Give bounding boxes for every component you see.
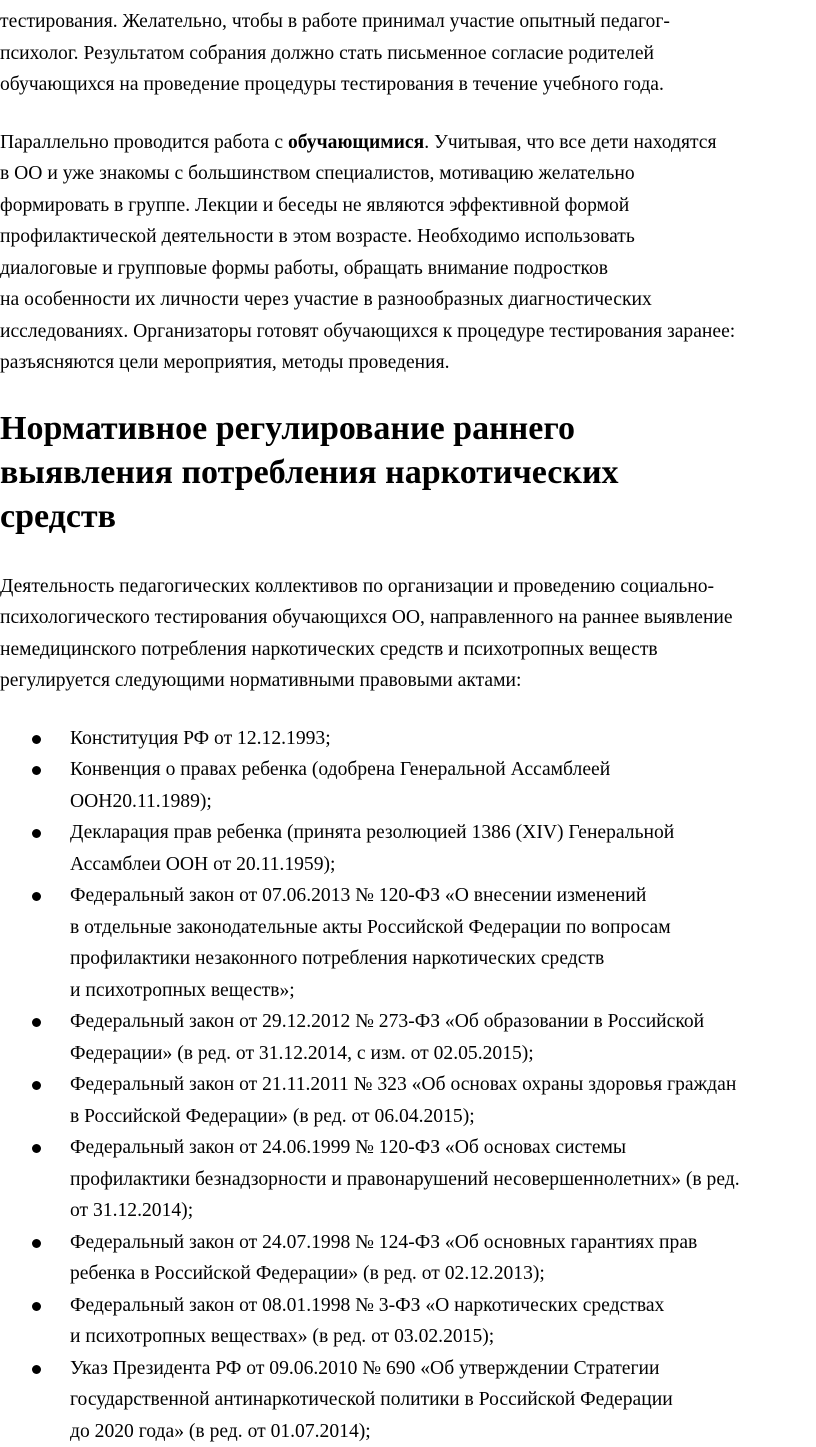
list-item	[0, 1006, 816, 1069]
text-line: разъясняются цели мероприятия, методы проведения.	[0, 347, 816, 379]
text-line: Ассамблеи ООН от 20.11.1959);	[70, 849, 816, 881]
bullet-icon	[32, 892, 41, 901]
text-line: формировать в группе. Лекции и беседы не являются эффективной формой	[0, 190, 816, 222]
text-line: и психотропных веществах» (в ред. от 03.02.2015);	[70, 1321, 816, 1353]
heading-line: Нормативное регулирование раннего	[0, 407, 816, 451]
bullet-icon	[32, 1239, 41, 1248]
text-line: Федеральный закон от 21.11.2011 № 323 «Об основах охраны здоровья граждан	[70, 1069, 816, 1101]
text-line: Федеральный закон от 24.06.1999 № 120-ФЗ «Об основах системы	[70, 1132, 816, 1164]
list-item	[0, 1069, 816, 1132]
text-line: и психотропных веществ»;	[70, 975, 816, 1007]
text-line: на особенности их личности через участие в разнообразных диагностических	[0, 284, 816, 316]
text-line: психолог. Результатом собрания должно стать письменное согласие родителей	[0, 38, 816, 70]
text-line: Декларация прав ребенка (принята резолюцией 1386 (XIV) Генеральной	[70, 817, 816, 849]
list-item	[0, 817, 816, 880]
paragraph-work-with-students	[0, 127, 816, 379]
text-line: профилактической деятельности в этом возрасте. Необходимо использовать	[0, 221, 816, 253]
text-line: до 2020 года» (в ред. от 01.07.2014);	[70, 1416, 816, 1447]
bullet-icon	[32, 1365, 41, 1374]
bullet-icon	[32, 1081, 41, 1090]
text-line: ООН20.11.1989);	[70, 786, 816, 818]
text-line: Федерации» (в ред. от 31.12.2014, с изм. от 02.05.2015);	[70, 1038, 816, 1070]
text-line	[0, 127, 816, 159]
list-item	[0, 1132, 816, 1227]
text-line: в отдельные законодательные акты Российской Федерации по вопросам	[70, 912, 816, 944]
legal-acts-list	[0, 723, 816, 1447]
text-line: в Российской Федерации» (в ред. от 06.04.2015);	[70, 1101, 816, 1133]
text-line: Федеральный закон от 24.07.1998 № 124-ФЗ «Об основных гарантиях прав	[70, 1227, 816, 1259]
text-line: Федеральный закон от 08.01.1998 № 3-ФЗ «О наркотических средствах	[70, 1290, 816, 1322]
text-line: диалоговые и групповые формы работы, обращать внимание подростков	[0, 253, 816, 285]
text-line: профилактики незаконного потребления наркотических средств	[70, 943, 816, 975]
heading-line: выявления потребления наркотических	[0, 451, 816, 495]
bullet-icon	[32, 1144, 41, 1153]
bullet-icon	[32, 1018, 41, 1027]
heading-line: средств	[0, 495, 816, 539]
list-item	[0, 1353, 816, 1447]
text-line: регулируется следующими нормативными правовыми актами:	[0, 665, 816, 697]
text-line: психологического тестирования обучающихся ОО, направленного на раннее выявление	[0, 602, 816, 634]
text-line: Указ Президента РФ от 09.06.2010 № 690 «Об утверждении Стратегии	[70, 1353, 816, 1385]
list-item	[0, 723, 816, 755]
text-line: Федеральный закон от 07.06.2013 № 120-ФЗ «О внесении изменений	[70, 880, 816, 912]
text-line: немедицинского потребления наркотических средств и психотропных веществ	[0, 634, 816, 666]
text-line: ребенка в Российской Федерации» (в ред. от 02.12.2013);	[70, 1258, 816, 1290]
bullet-icon	[32, 735, 41, 744]
paragraph-parent-consent	[0, 6, 816, 101]
text-line: в ОО и уже знакомы с большинством специалистов, мотивацию желательно	[0, 158, 816, 190]
text-line: профилактики безнадзорности и правонарушений несовершеннолетних» (в ред.	[70, 1164, 816, 1196]
list-item	[0, 1290, 816, 1353]
text-line: Конвенция о правах ребенка (одобрена Генеральной Ассамблеей	[70, 754, 816, 786]
bullet-icon	[32, 766, 41, 775]
text-line: Федеральный закон от 29.12.2012 № 273-ФЗ «Об образовании в Российской	[70, 1006, 816, 1038]
text-line: от 31.12.2014);	[70, 1195, 816, 1227]
text-line: Конституция РФ от 12.12.1993;	[70, 723, 816, 755]
section-heading	[0, 407, 816, 539]
text-line: тестирования. Желательно, чтобы в работе принимал участие опытный педагог-	[0, 6, 816, 38]
bullet-icon	[32, 1302, 41, 1311]
paragraph-regulation-intro	[0, 571, 816, 697]
list-item	[0, 1227, 816, 1290]
list-item	[0, 754, 816, 817]
text-line: обучающихся на проведение процедуры тестирования в течение учебного года.	[0, 69, 816, 101]
text-line: государственной антинаркотической политики в Российской Федерации	[70, 1384, 816, 1416]
bold-term: обучающимися	[288, 132, 424, 153]
bullet-icon	[32, 829, 41, 838]
list-item	[0, 880, 816, 1006]
text-segment: . Учитывая, что все дети находятся	[424, 132, 716, 153]
text-segment: Параллельно проводится работа с	[0, 132, 288, 153]
text-line: исследованиях. Организаторы готовят обучающихся к процедуре тестирования заранее:	[0, 316, 816, 348]
text-line: Деятельность педагогических коллективов по организации и проведению социально-	[0, 571, 816, 603]
